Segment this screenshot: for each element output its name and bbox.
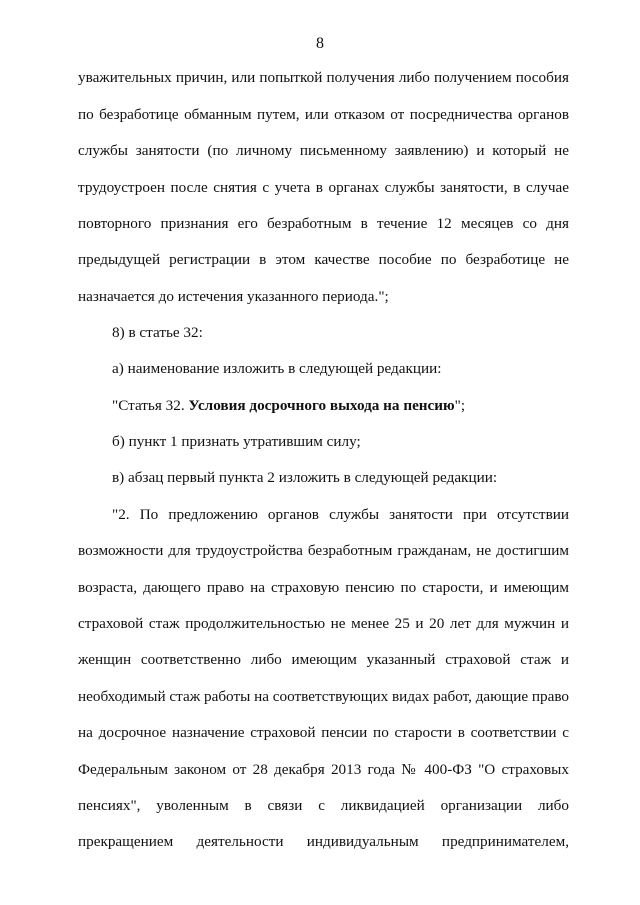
- list-item: в) абзац первый пункта 2 изложить в следующей редакции:: [112, 469, 498, 486]
- text-line: возраста, дающего право на страховую пенсию по старости, и имеющим: [78, 579, 569, 596]
- text-line: Федеральным законом от 28 декабря 2013 года № 400-ФЗ "О страховых: [78, 761, 569, 778]
- text-line: повторного признания его безработным в течение 12 месяцев со дня: [78, 215, 569, 232]
- text-line: прекращением деятельности индивидуальным предпринимателем,: [78, 833, 569, 850]
- article-title-line: [112, 396, 569, 416]
- list-item: б) пункт 1 признать утратившим силу;: [112, 433, 361, 450]
- text-line: возможности для трудоустройства безработным гражданам, не достигшим: [78, 542, 569, 559]
- text-line: пенсиях", уволенным в связи с ликвидацией организации либо: [78, 797, 569, 814]
- text-line: на досрочное назначение страховой пенсии по старости в соответствии с: [78, 724, 569, 741]
- text-line: уважительных причин, или попыткой получения либо получением пособия: [78, 69, 569, 86]
- text-line: страховой стаж продолжительностью не менее 25 и 20 лет для мужчин и: [78, 615, 569, 632]
- text-line: службы занятости (по личному письменному заявлению) и который не: [78, 142, 569, 159]
- article-title-suffix: ";: [454, 397, 466, 414]
- text-line: "2. По предложению органов службы занятости при отсутствии: [112, 506, 569, 523]
- text-line: назначается до истечения указанного периода.";: [78, 288, 389, 305]
- list-item: 8) в статье 32:: [112, 324, 203, 341]
- page-number: 8: [316, 35, 324, 52]
- article-title-bold: Условия досрочного выхода на пенсию: [188, 397, 455, 414]
- text-line: необходимый стаж работы на соответствующих видах работ, дающие право: [78, 688, 569, 705]
- text-line: трудоустроен после снятия с учета в органах службы занятости, в случае: [78, 179, 569, 196]
- text-line: женщин соответственно либо имеющим указанный страховой стаж и: [78, 651, 569, 668]
- text-line: предыдущей регистрации в этом качестве пособие по безработице не: [78, 251, 569, 268]
- text-line: по безработице обманным путем, или отказом от посредничества органов: [78, 106, 569, 123]
- article-title-prefix: "Статья 32.: [112, 397, 189, 414]
- list-item: а) наименование изложить в следующей редакции:: [112, 360, 442, 377]
